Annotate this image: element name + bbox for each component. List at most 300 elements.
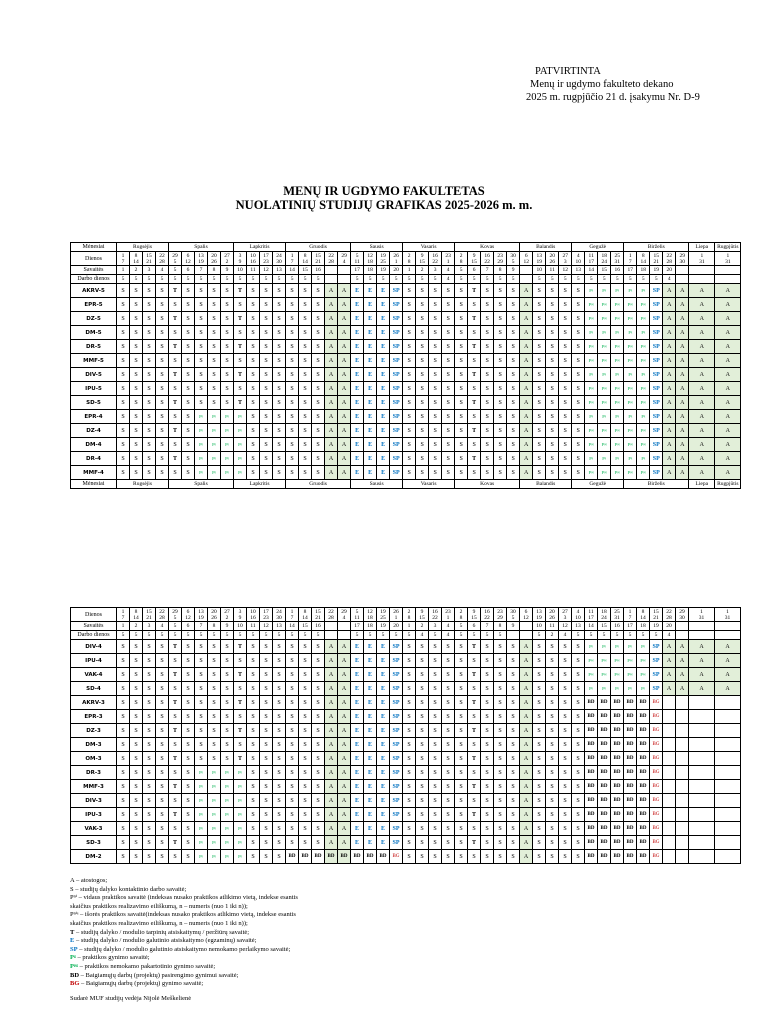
workdays-row-cell: 5 bbox=[611, 631, 624, 640]
schedule-cell bbox=[663, 836, 676, 850]
schedule-cell: A bbox=[520, 780, 533, 794]
schedule-cell: S bbox=[481, 298, 494, 312]
schedule-cell bbox=[676, 836, 689, 850]
schedule-cell: S bbox=[247, 696, 260, 710]
schedule-cell: Pᵍ bbox=[585, 682, 598, 696]
schedule-cell: Pᵍ bbox=[598, 682, 611, 696]
workdays-row-cell: 5 bbox=[559, 275, 572, 284]
schedule-cell: S bbox=[286, 284, 299, 298]
group-row bbox=[71, 284, 741, 298]
group-label: MMF-4 bbox=[71, 466, 117, 480]
day-cell: 19 25 bbox=[377, 608, 390, 622]
schedule-cell: A bbox=[689, 410, 715, 424]
schedule-cell: S bbox=[572, 822, 585, 836]
schedule-cell: S bbox=[182, 326, 195, 340]
legend-item bbox=[70, 980, 430, 989]
schedule-cell: S bbox=[507, 354, 520, 368]
workdays-row-cell: 5 bbox=[299, 631, 312, 640]
workdays-row-cell: 5 bbox=[208, 631, 221, 640]
group-row bbox=[71, 438, 741, 452]
schedule-cell: A bbox=[338, 794, 351, 808]
schedule-cell: S bbox=[507, 668, 520, 682]
schedule-cell: S bbox=[130, 340, 143, 354]
month-cell: Gruodis bbox=[286, 243, 351, 252]
schedule-cell: SP bbox=[390, 682, 403, 696]
schedule-cell: S bbox=[572, 382, 585, 396]
schedule-cell: S bbox=[494, 368, 507, 382]
schedule-cell: SP bbox=[390, 794, 403, 808]
schedule-cell: Pᵍ bbox=[234, 438, 247, 452]
schedule-cell: S bbox=[507, 452, 520, 466]
schedule-cell: SP bbox=[650, 354, 663, 368]
schedule-cell: S bbox=[559, 724, 572, 738]
schedule-cell: SP bbox=[390, 368, 403, 382]
day-cell: 6 12 bbox=[182, 252, 195, 266]
schedule-cell: S bbox=[468, 354, 481, 368]
weeks-row-cell: 19 bbox=[377, 266, 390, 275]
schedule-cell bbox=[676, 766, 689, 780]
schedule-cell: S bbox=[546, 382, 559, 396]
schedule-cell: S bbox=[299, 382, 312, 396]
schedule-cell: S bbox=[182, 284, 195, 298]
schedule-cell: A bbox=[715, 466, 741, 480]
legend-item bbox=[70, 894, 430, 903]
day-cell: 9 15 bbox=[416, 608, 429, 622]
group-row bbox=[71, 668, 741, 682]
schedule-cell: A bbox=[663, 466, 676, 480]
day-cell: 3 9 bbox=[234, 252, 247, 266]
schedule-cell: Pᵍ bbox=[221, 410, 234, 424]
schedule-cell: S bbox=[481, 284, 494, 298]
legend-text: – Baigiamųjų darbų (projektų) gynimo savaitė; bbox=[79, 980, 204, 988]
schedule-cell: A bbox=[689, 396, 715, 410]
schedule-cell: E bbox=[351, 354, 364, 368]
schedule-cell: SP bbox=[650, 410, 663, 424]
schedule-cell: E bbox=[351, 368, 364, 382]
schedule-cell: S bbox=[442, 424, 455, 438]
schedule-cell: A bbox=[325, 668, 338, 682]
day-cell: 5 11 bbox=[351, 608, 364, 622]
schedule-cell: E bbox=[364, 836, 377, 850]
schedule-cell: Pᵍ bbox=[221, 438, 234, 452]
schedule-cell: S bbox=[143, 410, 156, 424]
schedule-cell: A bbox=[676, 424, 689, 438]
group-row bbox=[71, 724, 741, 738]
schedule-cell: Pᵖᵍ bbox=[598, 298, 611, 312]
schedule-cell: S bbox=[182, 668, 195, 682]
day-cell: 2 8 bbox=[403, 252, 416, 266]
schedule-cell: Pᵖᵍ bbox=[624, 424, 637, 438]
weeks-row-cell: 8 bbox=[494, 266, 507, 275]
schedule-cell: S bbox=[481, 424, 494, 438]
schedule-cell: S bbox=[533, 808, 546, 822]
workdays-row-cell: 5 bbox=[260, 275, 273, 284]
months-label: Mėnesiai bbox=[71, 480, 117, 489]
schedule-cell: S bbox=[429, 340, 442, 354]
schedule-cell: A bbox=[338, 284, 351, 298]
schedule-cell: BG bbox=[650, 738, 663, 752]
schedule-cell: S bbox=[156, 424, 169, 438]
schedule-cell: BD bbox=[598, 836, 611, 850]
schedule-cell: S bbox=[481, 710, 494, 724]
schedule-cell: S bbox=[234, 738, 247, 752]
schedule-cell: S bbox=[494, 452, 507, 466]
schedule-cell: S bbox=[156, 808, 169, 822]
weeks-row-cell: 7 bbox=[481, 266, 494, 275]
schedule-cell: S bbox=[117, 738, 130, 752]
schedule-cell: BD bbox=[611, 738, 624, 752]
schedule-cell: Pᵖᵍ bbox=[598, 312, 611, 326]
workdays-row-cell: 5 bbox=[208, 275, 221, 284]
schedule-cell: S bbox=[442, 382, 455, 396]
weeks-row-cell: 17 bbox=[351, 622, 364, 631]
schedule-cell: S bbox=[195, 284, 208, 298]
schedule-cell: S bbox=[442, 682, 455, 696]
schedule-cell: S bbox=[117, 438, 130, 452]
weeks-row-cell: 4 bbox=[442, 266, 455, 275]
schedule-cell: BD bbox=[624, 738, 637, 752]
schedule-cell: Pᵖᵍ bbox=[624, 668, 637, 682]
weeks-row-cell: 12 bbox=[559, 266, 572, 275]
schedule-cell: S bbox=[481, 724, 494, 738]
schedule-cell: S bbox=[429, 410, 442, 424]
schedule-cell: S bbox=[546, 354, 559, 368]
workdays-row-cell: 5 bbox=[260, 631, 273, 640]
schedule-cell: S bbox=[533, 850, 546, 864]
schedule-cell: A bbox=[520, 452, 533, 466]
schedule-cell: S bbox=[260, 738, 273, 752]
schedule-cell: Pᵖᵍ bbox=[611, 654, 624, 668]
schedule-cell: Pᵍ bbox=[195, 766, 208, 780]
schedule-cell: Pᵖᵍ bbox=[585, 298, 598, 312]
schedule-cell: S bbox=[546, 724, 559, 738]
schedule-cell: A bbox=[325, 794, 338, 808]
schedule-cell: S bbox=[247, 340, 260, 354]
schedule-cell: SP bbox=[650, 466, 663, 480]
group-label: DM-3 bbox=[71, 738, 117, 752]
schedule-cell: S bbox=[507, 794, 520, 808]
schedule-cell: S bbox=[247, 466, 260, 480]
workdays-row-cell: 5 bbox=[221, 275, 234, 284]
schedule-cell: S bbox=[442, 766, 455, 780]
legend-item bbox=[70, 877, 430, 886]
schedule-cell: S bbox=[533, 836, 546, 850]
schedule-cell: Pᵍ bbox=[624, 640, 637, 654]
schedule-cell: S bbox=[299, 452, 312, 466]
schedule-cell: S bbox=[481, 340, 494, 354]
schedule-cell: SP bbox=[650, 438, 663, 452]
schedule-cell: S bbox=[221, 682, 234, 696]
schedule-cell: A bbox=[715, 640, 741, 654]
schedule-cell: S bbox=[260, 368, 273, 382]
schedule-cell: S bbox=[130, 668, 143, 682]
schedule-cell: S bbox=[156, 710, 169, 724]
schedule-cell: S bbox=[156, 668, 169, 682]
schedule-cell: S bbox=[403, 822, 416, 836]
schedule-cell: BD bbox=[585, 850, 598, 864]
schedule-cell: S bbox=[234, 326, 247, 340]
schedule-cell bbox=[663, 752, 676, 766]
group-row bbox=[71, 822, 741, 836]
schedule-cell: S bbox=[156, 696, 169, 710]
day-cell: 8 14 bbox=[299, 608, 312, 622]
legend-text: skaičius praktikos realizavimo eiliškumą, n – numeris (nuo 1 iki n)); bbox=[70, 902, 248, 910]
days-label: Dienos bbox=[71, 252, 117, 266]
day-cell: 20 26 bbox=[546, 252, 559, 266]
weeks-row bbox=[71, 622, 741, 631]
weeks-row-cell: 20 bbox=[663, 266, 676, 275]
schedule-cell: BD bbox=[585, 752, 598, 766]
schedule-cell: SP bbox=[390, 822, 403, 836]
schedule-cell: A bbox=[689, 654, 715, 668]
schedule-cell: S bbox=[260, 640, 273, 654]
schedule-cell: S bbox=[546, 668, 559, 682]
schedule-cell: S bbox=[468, 654, 481, 668]
schedule-cell: S bbox=[429, 368, 442, 382]
schedule-cell: A bbox=[715, 654, 741, 668]
schedule-cell: BD bbox=[611, 710, 624, 724]
weeks-row-cell: 5 bbox=[455, 622, 468, 631]
schedule-cell: S bbox=[143, 654, 156, 668]
schedule-cell: Pᵍ bbox=[585, 284, 598, 298]
schedule-cell: Pᵍ bbox=[208, 438, 221, 452]
schedule-cell: Pᵍ bbox=[221, 794, 234, 808]
schedule-cell: S bbox=[156, 738, 169, 752]
schedule-cell bbox=[715, 724, 741, 738]
schedule-cell: S bbox=[572, 368, 585, 382]
schedule-cell: Pᵍ bbox=[598, 284, 611, 298]
schedule-cell: S bbox=[507, 298, 520, 312]
schedule-cell: S bbox=[442, 752, 455, 766]
schedule-cell: A bbox=[338, 466, 351, 480]
schedule-cell: S bbox=[182, 410, 195, 424]
schedule-cell: S bbox=[299, 780, 312, 794]
schedule-cell: S bbox=[117, 368, 130, 382]
schedule-cell: S bbox=[221, 326, 234, 340]
schedule-cell: A bbox=[663, 326, 676, 340]
weeks-row-cell: 10 bbox=[234, 622, 247, 631]
schedule-cell: S bbox=[442, 326, 455, 340]
schedule-cell: S bbox=[533, 766, 546, 780]
schedule-cell: S bbox=[559, 312, 572, 326]
schedule-cell: Pᵖᵍ bbox=[598, 382, 611, 396]
schedule-cell: S bbox=[572, 312, 585, 326]
schedule-cell: BD bbox=[611, 696, 624, 710]
schedule-cell: E bbox=[364, 368, 377, 382]
schedule-cell: S bbox=[143, 438, 156, 452]
day-cell: 23 1 bbox=[442, 608, 455, 622]
month-cell: Spalis bbox=[169, 480, 234, 489]
schedule-cell: S bbox=[195, 696, 208, 710]
schedule-cell: S bbox=[273, 794, 286, 808]
schedule-cell: BD bbox=[637, 738, 650, 752]
schedule-cell bbox=[663, 738, 676, 752]
schedule-cell: S bbox=[546, 682, 559, 696]
schedule-cell: A bbox=[338, 298, 351, 312]
group-row bbox=[71, 738, 741, 752]
schedule-cell: S bbox=[468, 382, 481, 396]
schedule-cell: Pᵍ bbox=[221, 808, 234, 822]
schedule-cell: S bbox=[286, 298, 299, 312]
schedule-cell: E bbox=[364, 424, 377, 438]
schedule-cell: S bbox=[130, 396, 143, 410]
weeks-row-cell bbox=[338, 622, 351, 631]
schedule-cell: S bbox=[312, 438, 325, 452]
schedule-cell: S bbox=[130, 368, 143, 382]
schedule-cell: A bbox=[715, 410, 741, 424]
legend-key: BG bbox=[70, 980, 80, 988]
group-label: DZ-5 bbox=[71, 312, 117, 326]
schedule-cell: S bbox=[416, 326, 429, 340]
schedule-cell: A bbox=[689, 284, 715, 298]
schedule-cell: SP bbox=[390, 836, 403, 850]
schedule-cell: T bbox=[468, 396, 481, 410]
schedule-cell: S bbox=[182, 640, 195, 654]
schedule-cell: S bbox=[559, 850, 572, 864]
schedule-cell: S bbox=[247, 396, 260, 410]
schedule-cell: BG bbox=[650, 766, 663, 780]
day-cell: 20 26 bbox=[546, 608, 559, 622]
day-cell: 30 5 bbox=[507, 608, 520, 622]
schedule-cell: S bbox=[143, 794, 156, 808]
schedule-cell: S bbox=[299, 724, 312, 738]
group-label: DR-3 bbox=[71, 766, 117, 780]
schedule-cell: S bbox=[416, 438, 429, 452]
schedule-cell: Pᵍ bbox=[208, 452, 221, 466]
legend-item bbox=[70, 937, 430, 946]
schedule-cell: Pᵍ bbox=[611, 410, 624, 424]
schedule-cell: T bbox=[169, 284, 182, 298]
schedule-cell: S bbox=[481, 836, 494, 850]
day-cell: 1 7 bbox=[624, 608, 637, 622]
schedule-cell: A bbox=[325, 466, 338, 480]
schedule-cell: S bbox=[416, 312, 429, 326]
legend-item bbox=[70, 929, 430, 938]
schedule-cell: Pᵍ bbox=[195, 438, 208, 452]
schedule-cell: S bbox=[143, 382, 156, 396]
schedule-cell: S bbox=[260, 312, 273, 326]
group-label: DR-4 bbox=[71, 452, 117, 466]
workdays-row-cell: 5 bbox=[481, 275, 494, 284]
schedule-cell: A bbox=[338, 780, 351, 794]
schedule-cell: BD bbox=[624, 850, 637, 864]
schedule-cell: E bbox=[377, 326, 390, 340]
weeks-row-cell: 16 bbox=[611, 266, 624, 275]
day-cell: 26 1 bbox=[390, 252, 403, 266]
schedule-cell: Pᵖᵍ bbox=[637, 312, 650, 326]
workdays-row-cell: 5 bbox=[364, 275, 377, 284]
schedule-cell: S bbox=[455, 466, 468, 480]
schedule-cell: Pᵍ bbox=[208, 766, 221, 780]
schedule-cell: S bbox=[442, 340, 455, 354]
schedule-cell: SP bbox=[390, 640, 403, 654]
schedule-cell: A bbox=[325, 410, 338, 424]
schedule-cell: E bbox=[351, 808, 364, 822]
schedule-cell: S bbox=[169, 710, 182, 724]
schedule-cell: S bbox=[559, 808, 572, 822]
schedule-cell: S bbox=[299, 640, 312, 654]
schedule-cell: Pᵖᵍ bbox=[637, 668, 650, 682]
schedule-cell: S bbox=[442, 654, 455, 668]
schedule-cell: E bbox=[377, 822, 390, 836]
schedule-cell: E bbox=[364, 808, 377, 822]
schedule-cell: S bbox=[494, 836, 507, 850]
schedule-cell: Pᵖᵍ bbox=[624, 466, 637, 480]
schedule-cell: S bbox=[286, 654, 299, 668]
legend-item bbox=[70, 972, 430, 981]
schedule-cell: S bbox=[546, 466, 559, 480]
schedule-cell: S bbox=[468, 682, 481, 696]
schedule-cell: S bbox=[442, 724, 455, 738]
day-cell: 9 15 bbox=[468, 608, 481, 622]
schedule-cell: S bbox=[273, 466, 286, 480]
schedule-cell: S bbox=[182, 340, 195, 354]
schedule-cell: S bbox=[403, 738, 416, 752]
schedule-cell: Pᵖᵍ bbox=[598, 340, 611, 354]
group-row bbox=[71, 326, 741, 340]
schedule-cell: A bbox=[663, 312, 676, 326]
schedule-cell: A bbox=[689, 382, 715, 396]
schedule-cell: Pᵍ bbox=[637, 326, 650, 340]
schedule-cell: S bbox=[117, 682, 130, 696]
group-row bbox=[71, 312, 741, 326]
schedule-cell: E bbox=[364, 382, 377, 396]
schedule-cell: S bbox=[494, 738, 507, 752]
workdays-row-cell: 5 bbox=[117, 631, 130, 640]
schedule-cell: E bbox=[364, 452, 377, 466]
schedule-cell: S bbox=[312, 452, 325, 466]
schedule-cell: S bbox=[429, 284, 442, 298]
weeks-row-cell bbox=[689, 266, 715, 275]
schedule-cell: BD bbox=[611, 822, 624, 836]
day-cell: 22 28 bbox=[325, 608, 338, 622]
workdays-row-cell: 5 bbox=[273, 275, 286, 284]
schedule-cell: E bbox=[364, 284, 377, 298]
schedule-cell: S bbox=[546, 312, 559, 326]
schedule-cell bbox=[663, 822, 676, 836]
schedule-cell: A bbox=[325, 424, 338, 438]
workdays-row-cell: 5 bbox=[130, 275, 143, 284]
schedule-cell: S bbox=[429, 654, 442, 668]
schedule-cell: Pᵍ bbox=[195, 794, 208, 808]
schedule-cell: A bbox=[520, 298, 533, 312]
weeks-row-cell: 13 bbox=[572, 266, 585, 275]
schedule-cell: Pᵍ bbox=[208, 466, 221, 480]
group-label: IPU-3 bbox=[71, 808, 117, 822]
schedule-cell: S bbox=[442, 850, 455, 864]
schedule-cell: BD bbox=[611, 752, 624, 766]
schedule-cell: T bbox=[468, 340, 481, 354]
weeks-row-cell: 5 bbox=[455, 266, 468, 275]
group-label: VAK-4 bbox=[71, 668, 117, 682]
schedule-cell: A bbox=[689, 466, 715, 480]
schedule-cell: A bbox=[689, 340, 715, 354]
schedule-cell: A bbox=[689, 424, 715, 438]
schedule-cell: S bbox=[169, 438, 182, 452]
schedule-cell: S bbox=[494, 340, 507, 354]
group-row bbox=[71, 640, 741, 654]
schedule-cell: S bbox=[429, 752, 442, 766]
schedule-cell: S bbox=[416, 424, 429, 438]
schedule-cell: S bbox=[481, 452, 494, 466]
workdays-row-cell: 5 bbox=[195, 631, 208, 640]
schedule-cell: BD bbox=[624, 780, 637, 794]
weeks-row-cell: 16 bbox=[611, 622, 624, 631]
schedule-cell: A bbox=[338, 724, 351, 738]
group-label: EPR-4 bbox=[71, 410, 117, 424]
workdays-row-cell bbox=[325, 275, 338, 284]
schedule-cell: Pᵍ bbox=[585, 640, 598, 654]
